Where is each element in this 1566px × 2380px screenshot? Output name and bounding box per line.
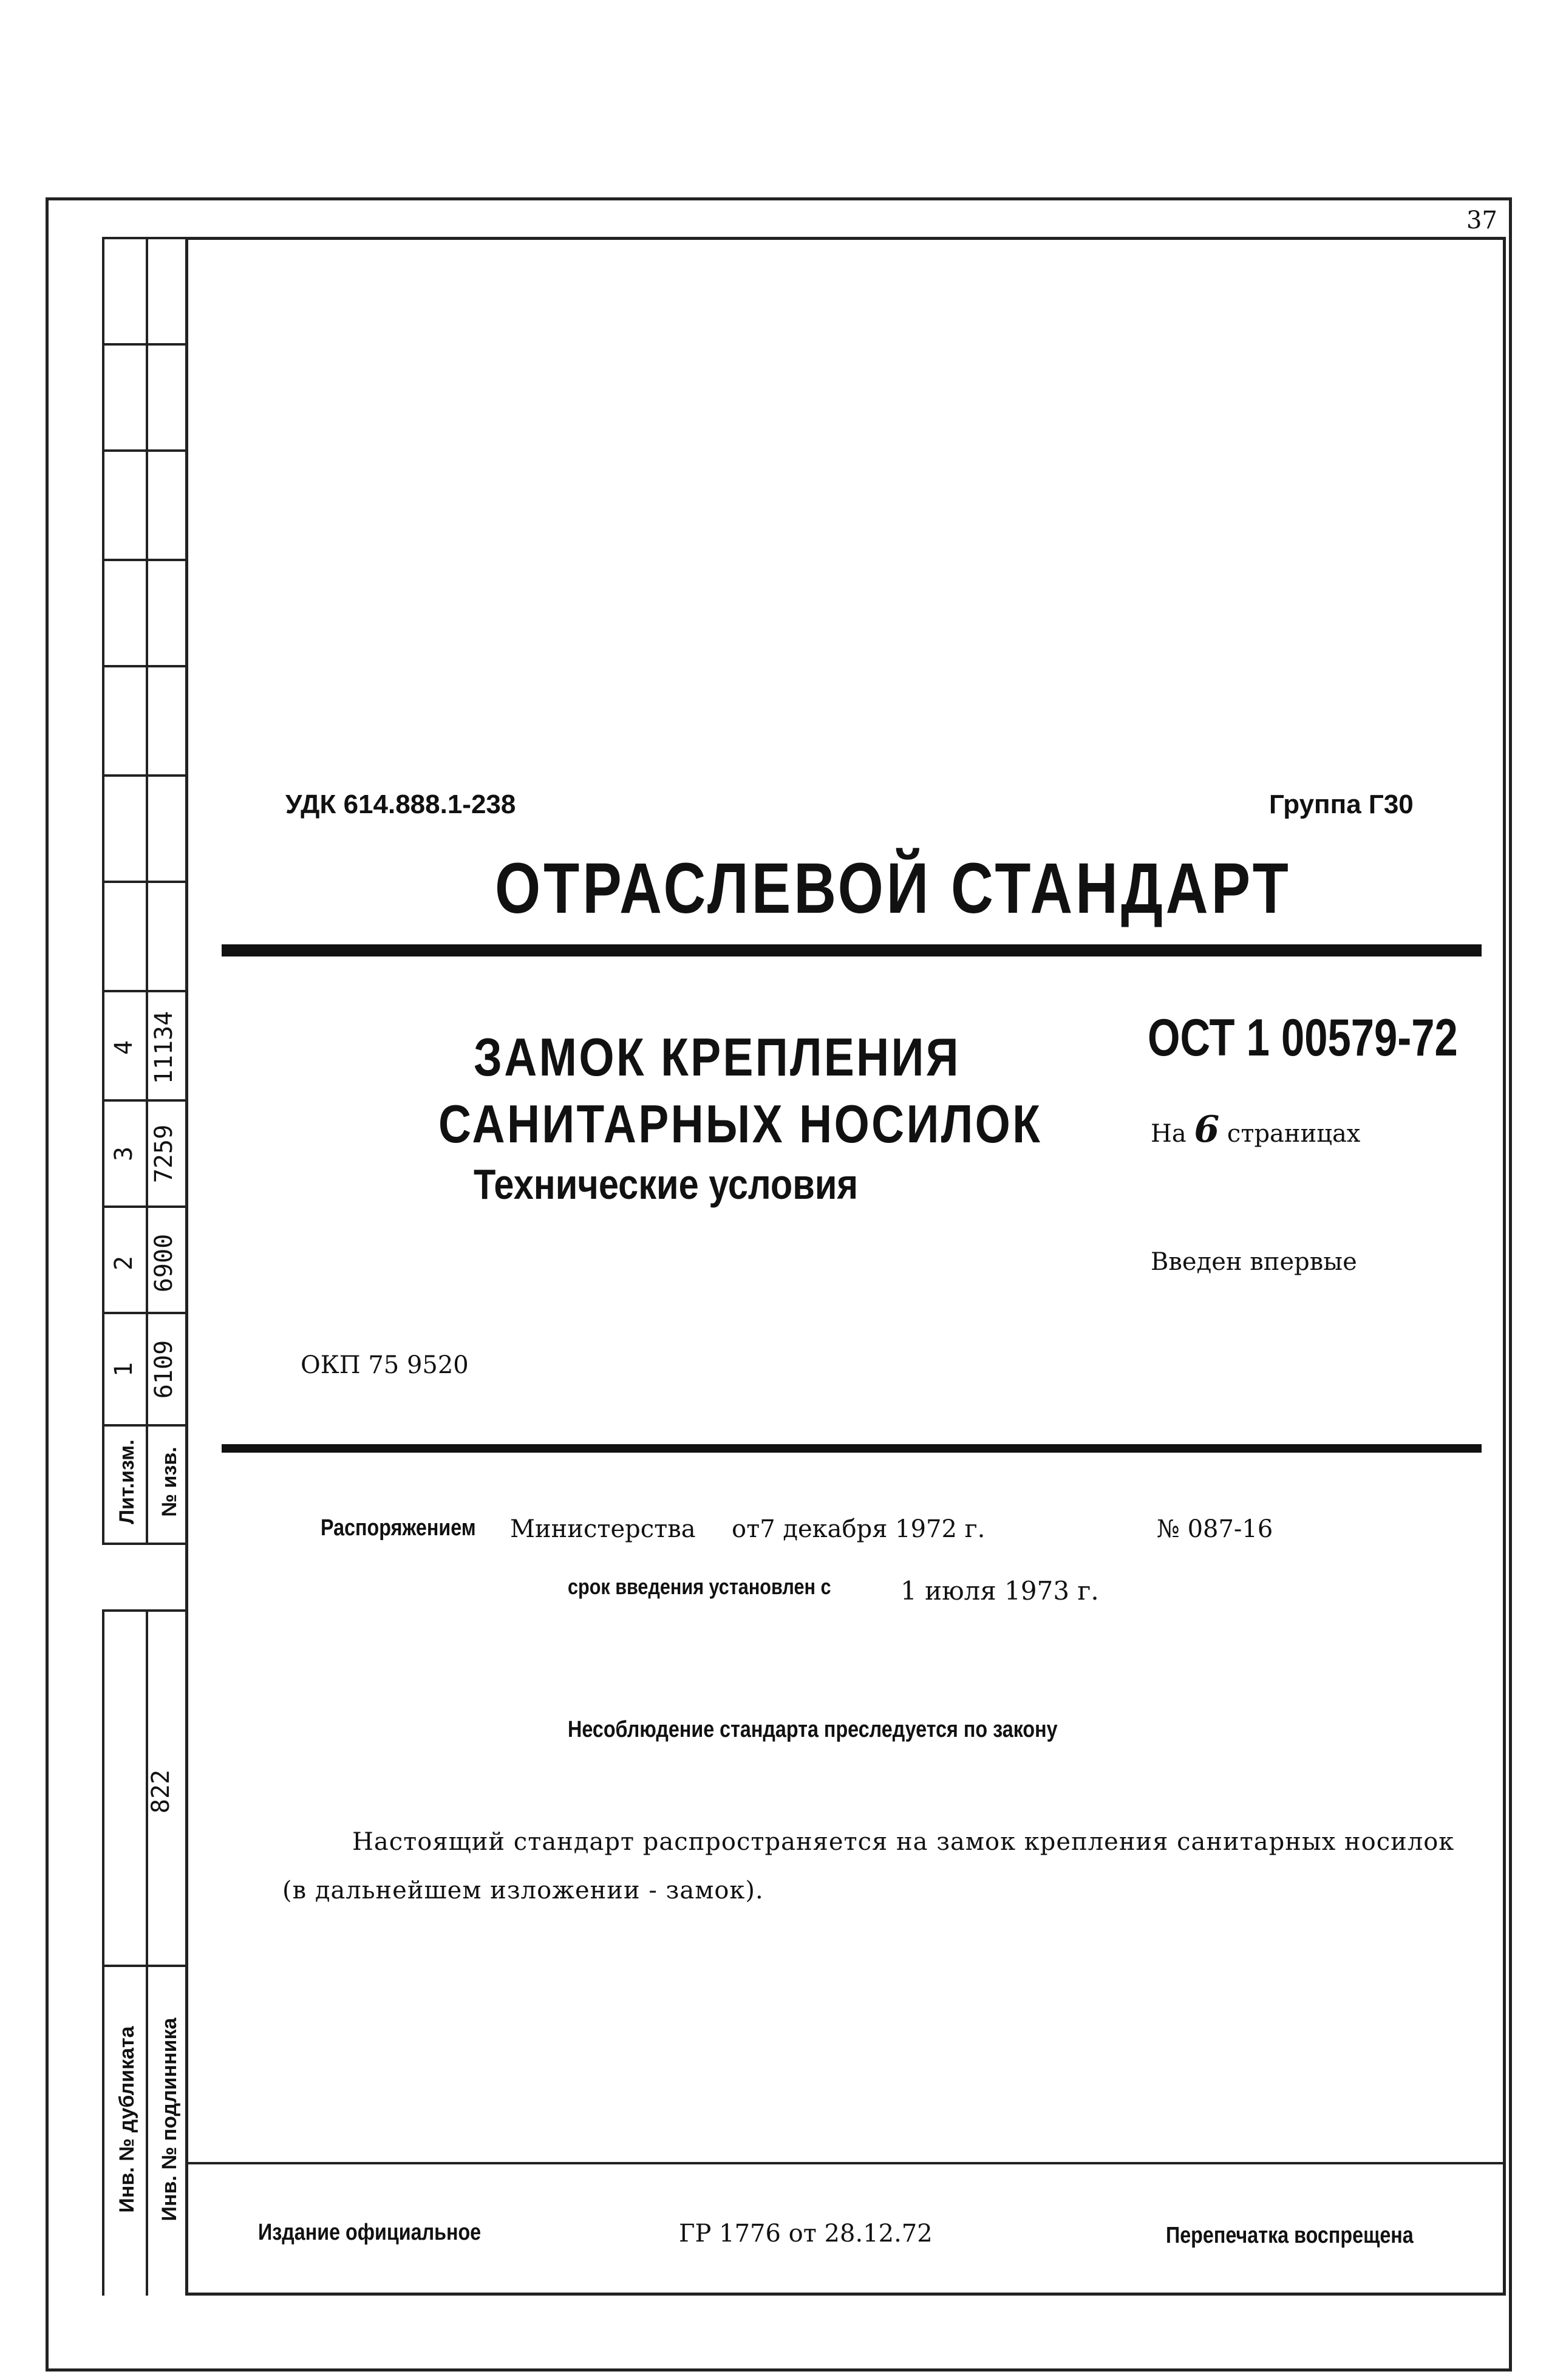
side-lit-1: 1 bbox=[110, 1362, 138, 1377]
title-line-1: ЗАМОК КРЕПЛЕНИЯ bbox=[474, 1027, 961, 1087]
udk-code: УДК 614.888.1-238 bbox=[285, 789, 516, 819]
ministry: Министерства bbox=[510, 1515, 696, 1543]
margin-line-lower-2 bbox=[146, 1609, 148, 2296]
side-orig-value: 822 bbox=[147, 1769, 175, 1814]
side-orig-label: Инв. № подлинника bbox=[158, 2017, 181, 2221]
scope-line-2: (в дальнейшем изложении - замок). bbox=[282, 1877, 764, 1904]
margin-row bbox=[102, 665, 187, 667]
term-label: срок введения установлен с bbox=[568, 1574, 831, 1599]
margin-row bbox=[102, 1424, 187, 1427]
margin-top-line bbox=[102, 237, 187, 239]
margin-row bbox=[102, 881, 187, 883]
margin-row bbox=[102, 343, 187, 346]
side-doc-label: № изв. bbox=[158, 1447, 181, 1517]
footer-center: ГР 1776 от 28.12.72 bbox=[679, 2220, 933, 2248]
footer-right: Перепечатка воспрещена bbox=[1166, 2223, 1414, 2248]
margin-line-1 bbox=[102, 237, 104, 1543]
side-doc-3: 7259 bbox=[150, 1124, 178, 1184]
order-number: № 087-16 bbox=[1157, 1515, 1273, 1543]
term-date: 1 июля 1973 г. bbox=[900, 1576, 1099, 1606]
side-lit-label: Лит.изм. bbox=[115, 1439, 138, 1524]
margin-lower-top bbox=[102, 1609, 187, 1612]
law-notice: Несоблюдение стандарта преследуется по закону bbox=[568, 1717, 1058, 1742]
title-rule bbox=[222, 1444, 1482, 1453]
standard-number: ОСТ 1 00579-72 bbox=[1148, 1009, 1458, 1067]
group-code: Группа Г30 bbox=[1269, 789, 1414, 819]
order-date: от7 декабря 1972 г. bbox=[732, 1515, 986, 1543]
margin-line-lower-1 bbox=[102, 1609, 104, 2296]
side-lit-2: 2 bbox=[110, 1255, 138, 1271]
side-dup-label: Инв. № дубликата bbox=[115, 2026, 138, 2213]
pages-suffix: страницах bbox=[1227, 1120, 1361, 1148]
side-doc-4: 11134 bbox=[150, 1011, 178, 1085]
scope-line-1: Настоящий стандарт распространяется на замок крепления санитарных носилок bbox=[352, 1828, 1455, 1856]
side-lit-3: 3 bbox=[110, 1146, 138, 1162]
header-title: ОТРАСЛЕВОЙ СТАНДАРТ bbox=[495, 848, 1292, 929]
pages-info bbox=[1151, 1108, 1360, 1151]
margin-row bbox=[102, 1543, 187, 1545]
footer-rule bbox=[185, 2162, 1506, 2164]
title-line-2: САНИТАРНЫХ НОСИЛОК bbox=[438, 1094, 1043, 1154]
margin-row bbox=[102, 1205, 187, 1208]
pages-count: 6 bbox=[1194, 1108, 1220, 1151]
margin-line-2 bbox=[146, 237, 148, 1543]
side-doc-1: 6109 bbox=[150, 1340, 178, 1399]
margin-row bbox=[102, 559, 187, 561]
side-lit-4: 4 bbox=[110, 1040, 138, 1055]
pages-prefix: На bbox=[1151, 1120, 1186, 1148]
side-doc-2: 6900 bbox=[150, 1233, 178, 1293]
header-rule bbox=[222, 944, 1482, 956]
page-number: 37 bbox=[1466, 206, 1497, 234]
order-label: Распоряжением bbox=[321, 1515, 476, 1541]
okp-code: ОКП 75 9520 bbox=[301, 1351, 469, 1379]
margin-row bbox=[102, 1312, 187, 1314]
margin-lower-mid bbox=[102, 1965, 187, 1967]
subtitle: Технические условия bbox=[474, 1161, 859, 1208]
margin-row bbox=[102, 449, 187, 452]
margin-row bbox=[102, 774, 187, 777]
footer-left: Издание официальное bbox=[258, 2220, 482, 2245]
introduced-note: Введен впервые bbox=[1151, 1248, 1357, 1276]
margin-row bbox=[102, 990, 187, 992]
